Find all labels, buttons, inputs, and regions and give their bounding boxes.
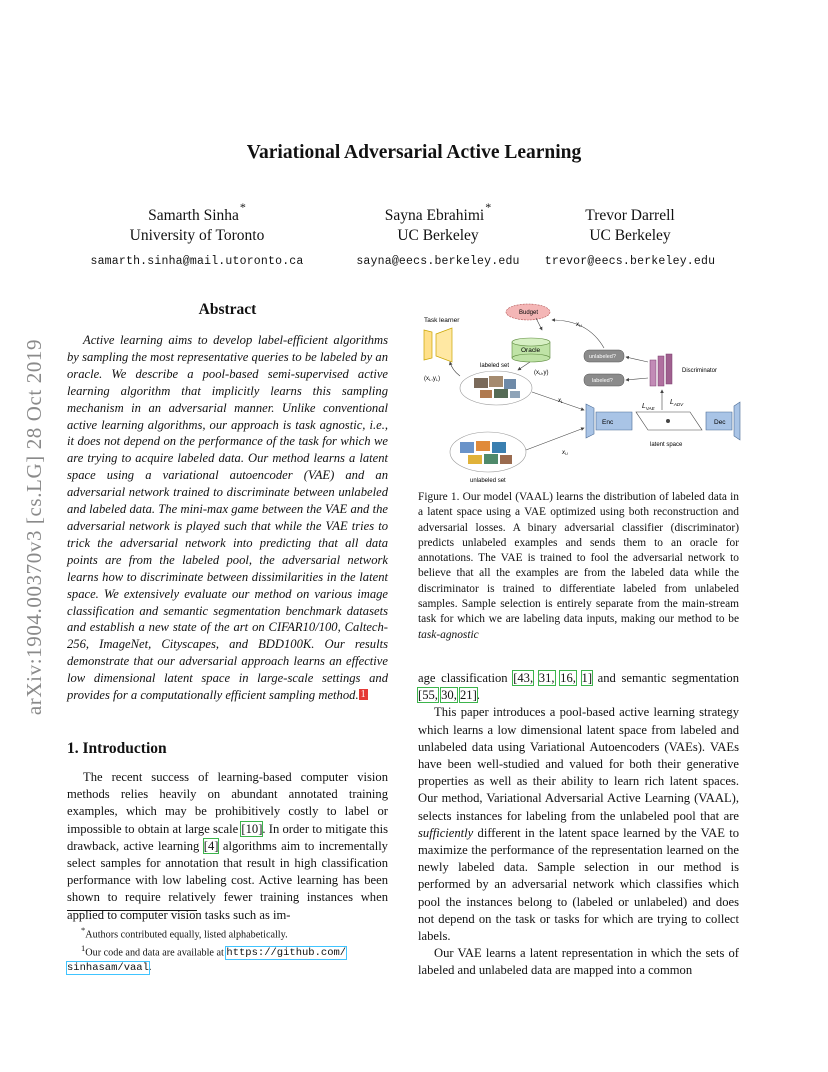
intro-paragraph [67,769,388,924]
caption-label: Figure 1. [418,491,460,503]
author-name: Sayna Ebrahimi [384,207,485,224]
latent-space-label: latent space [650,442,683,448]
intro-text: The recent success of learning-based computer vision methods relies heavily on abundant annotated training examples, which may be prohibitively costly to label or impossible to obtain at large scale [67,770,388,836]
paragraph: Our VAE learns a latent representation in which the sets of labeled and unlabeled data are mapped into a common [418,946,739,978]
author-2 [328,200,548,272]
decoder-label: Dec [714,419,726,426]
code-link-cont[interactable]: sinhasam/vaal [67,961,149,974]
vae-loss-label: $L_{VAE}$ [642,403,655,411]
footnote-link[interactable]: 1 [360,689,366,701]
footnotes [67,924,388,975]
oracle-label: Oracle [521,347,541,354]
xl-label: xL [558,398,564,404]
oracle-pair-label: (xU,y) [534,370,549,376]
right-column-body [418,670,739,980]
citation-link[interactable]: 16, [560,671,576,685]
discriminator-block [650,360,656,386]
citation-link[interactable]: [43, [513,671,534,685]
citation-link[interactable]: [10] [241,821,263,836]
code-link[interactable]: https://github.com/ [226,947,347,960]
citation-link[interactable]: 21] [460,688,477,703]
body-text: This paper introduces a pool-based active learning strategy which learns a low dimensional latent space from labeled and unlabeled data using Variational Autoencoders (VAEs). VAEs have been well-studied and valued for both their generative properties as well as their ability to learn rich latent spaces. Our method, Variational Adversarial Active Learning (VAAL), selects instances for labeling from the unlabeled pool that are [418,705,739,823]
author-email[interactable]: samarth.sinha@mail.utoronto.ca [90,255,304,268]
task-learner-label: Task learner [424,317,460,324]
citation-link[interactable]: [55, [418,688,438,703]
xu-label: xU [576,322,582,328]
author-mark: * [239,200,246,214]
budget-label: Budget [519,310,539,316]
caption-text: Our model (VAAL) learns the distribution of labeled data in a latent space using a VAE optimized using both reconstruction and adversarial losses. A binary adversarial classifier (discriminator) predicts unlabeled examples and sends them to an oracle for annotations. The VAE is trained to fool the adversarial network to believe that all the examples are from the labeled data while the discriminator is trained to differentiate labeled from unlabeled samples. Sample selection is entirely separate from the main-stream task for which we are labeling data inputs, making our method to be [418,491,739,626]
intro-text: algorithms aim to incrementally select samples for annotation that result in high classification performance with low labeling cost. Active learning has been shown to require relatively fewer training instances when applied to computer vision tasks such as im- [67,838,388,922]
unlabeled-decision-label: unlabeled? [589,354,616,360]
author-1 [87,200,307,272]
caption-italic: task-agnostic [418,628,479,641]
footnote-1 [67,924,388,942]
footnote-text: . [148,961,152,973]
body-text: . [476,688,480,703]
body-emphasis: sufficiently [418,825,474,840]
paragraph-continuation [418,670,739,704]
arxiv-stamp: arXiv:1904.00370v3 [cs.LG] 28 Oct 2019 [22,338,46,716]
discriminator-label: Discriminator [682,368,718,374]
footnote-2 [67,942,388,975]
citation-link[interactable]: [4] [203,838,219,853]
paper-title: Variational Adversarial Active Learning [246,142,582,163]
abstract-body [67,332,388,704]
author-affiliation: UC Berkeley [589,227,671,244]
body-text: different in the latent space learned by the VAE to maximize the performance of the representation learned on the newly labeled data. Sample selection in our method is performed by an adversarial network which classifies which pool the instances belong to (labeled or unlabeled) and does not depend on the task or tasks for which are trying to collect labels. [418,825,739,944]
citation-link[interactable]: 1] [581,671,593,685]
abstract-text: Active learning aims to develop label-efficient algorithms by sampling the most representative queries to be labeled by an oracle. We describe a pool-based semi-supervised active learning algorithm that implicitly learns this sampling mechanism in an adversarial manner. Unlike conventional active learning algorithms, our approach is task agnostic, i.e., it does not depend on the performance of the task for which we are trying to acquire labeled data. Our method learns a latent space using a variational autoencoder (VAE) and an adversarial network trained to discriminate between unlabeled and labeled data. The mini-max game between the VAE and the adversarial network is played such that while the VAE tries to trick the adversarial network into predicting that all data points are from the labeled pool, the adversarial network learns how to discriminate between dissimilarities in the latent space. We extensively evaluate our method on various image classification and semantic segmentation benchmark datasets and establish a new state of the art on CIFAR10/100, Caltech-256, ImageNet, Cityscapes, and BDD100K. Our results demonstrate that our adversarial approach learns an effective low dimensional latent space in large-scale settings and provides for a computationally efficient sampling method. [67,333,388,703]
body-text: and semantic segmentation [592,671,740,685]
labeled-decision-label: labeled? [592,378,613,384]
body-text: age classification [418,671,514,685]
adv-loss-label: $L_{ADV}$ [670,399,684,407]
task-learner-block [424,330,432,360]
unlabeled-set-label: unlabeled set [470,478,506,484]
author-email[interactable]: trevor@eecs.berkeley.edu [544,255,716,268]
labeled-set-label: labeled set [480,363,510,369]
author-email[interactable]: sayna@eecs.berkeley.edu [356,255,520,268]
task-learner-block [436,328,452,362]
author-mark: * [485,200,492,214]
citation-link[interactable]: 30, [441,688,457,703]
encoder-label: Enc [602,419,614,426]
footnote-rule [67,910,197,911]
footnote-text: Our code and data are available at [85,947,227,959]
author-affiliation: University of Toronto [129,227,265,244]
footnote-mark: * [81,925,86,935]
figure-1-diagram [418,300,743,485]
section-heading-introduction: 1. Introduction [67,740,167,757]
intro-text: . In order to mitigate this drawback, active learning [67,821,388,853]
figure-caption [418,490,739,643]
xu-label-2: xU [562,450,568,456]
footnote-mark: 1 [81,942,86,953]
abstract-heading: Abstract [198,301,257,318]
author-name: Samarth Sinha [148,207,239,224]
citation-link[interactable]: 31, [538,671,555,685]
author-3 [520,206,740,272]
labeled-pair-label: (xL,yL) [424,376,441,382]
paragraph [418,704,739,945]
author-affiliation: UC Berkeley [397,227,479,244]
author-name: Trevor Darrell [585,207,675,224]
footnote-text: Authors contributed equally, listed alphabetically. [85,929,288,941]
